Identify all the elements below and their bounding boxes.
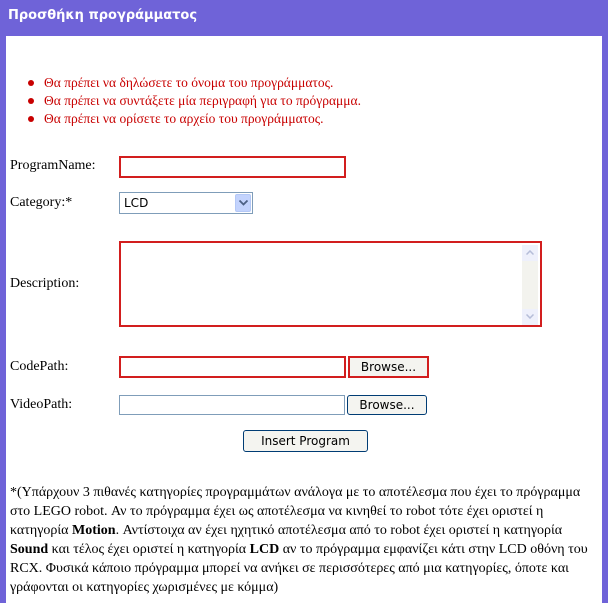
- code-path-input[interactable]: [119, 356, 346, 378]
- note-bold-motion: Motion: [72, 523, 116, 538]
- error-text: Θα πρέπει να ορίσετε το αρχείο του προγράμματος.: [44, 111, 324, 126]
- error-text: Θα πρέπει να δηλώσετε το όνομα του προγράμματος.: [44, 75, 334, 90]
- video-path-label: VideoPath:: [10, 397, 73, 412]
- window-title: Προσθήκη προγράμματος: [8, 8, 198, 23]
- note-text: αν το πρόγραμμα εμφανίζει κάτι στην LCD οθόνη του RCX. Φυσικά κάποιο πρόγραμμα μπορεί να ανήκει σε περισσότερες από μια κατηγορίες, όποτε και γράφονται οι κατηγορίες χωρισμένες με κόμμα): [10, 542, 588, 595]
- form-content: [6, 36, 602, 603]
- video-browse-button[interactable]: Browse...: [347, 395, 427, 415]
- category-label: Category:*: [10, 195, 73, 210]
- scroll-up-icon[interactable]: [522, 245, 538, 261]
- error-item: [26, 110, 361, 128]
- category-select[interactable]: [119, 192, 253, 214]
- bullet-icon: [28, 98, 34, 104]
- video-path-input[interactable]: [119, 395, 345, 415]
- error-text: Θα πρέπει να συντάξετε μία περιγραφή για το πρόγραμμα.: [44, 93, 361, 108]
- note-bold-sound: Sound: [10, 542, 49, 557]
- window-border-right: [602, 36, 608, 603]
- program-name-label: ProgramName:: [10, 158, 96, 173]
- note-text: . Αντίστοιχα αν έχει ηχητικό αποτέλεσμα από το robot έχει οριστεί η κατηγορία: [115, 523, 563, 538]
- scroll-down-icon[interactable]: [522, 309, 538, 325]
- description-textarea[interactable]: [119, 241, 542, 327]
- description-label: Description:: [10, 276, 80, 291]
- description-scrollbar[interactable]: [522, 245, 538, 325]
- chevron-down-icon[interactable]: [235, 194, 251, 212]
- note-text: και τέλος έχει οριστεί η κατηγορία: [48, 542, 250, 557]
- category-selected-value: LCD: [124, 196, 149, 210]
- window-titlebar: [0, 0, 608, 37]
- code-browse-button[interactable]: Browse...: [348, 356, 429, 378]
- code-path-label: CodePath:: [10, 359, 69, 374]
- error-list: [26, 74, 361, 128]
- insert-program-button[interactable]: Insert Program: [243, 430, 368, 452]
- bullet-icon: [28, 116, 34, 122]
- note-text: *(Υπάρχουν 3 πιθανές κατηγορίες προγραμμάτων ανάλογα με το αποτέλεσμα που έχει το πρόγραμμα στο LEGO robot. Αν το πρόγραμμα έχει ως αποτέλεσμα να κινηθεί το robot τότε έχει οριστεί η κατηγορία: [10, 485, 581, 538]
- category-note: [10, 483, 588, 597]
- error-item: [26, 92, 361, 110]
- error-item: [26, 74, 361, 92]
- note-bold-lcd: LCD: [249, 542, 280, 557]
- program-name-input[interactable]: [119, 156, 346, 178]
- bullet-icon: [28, 80, 34, 86]
